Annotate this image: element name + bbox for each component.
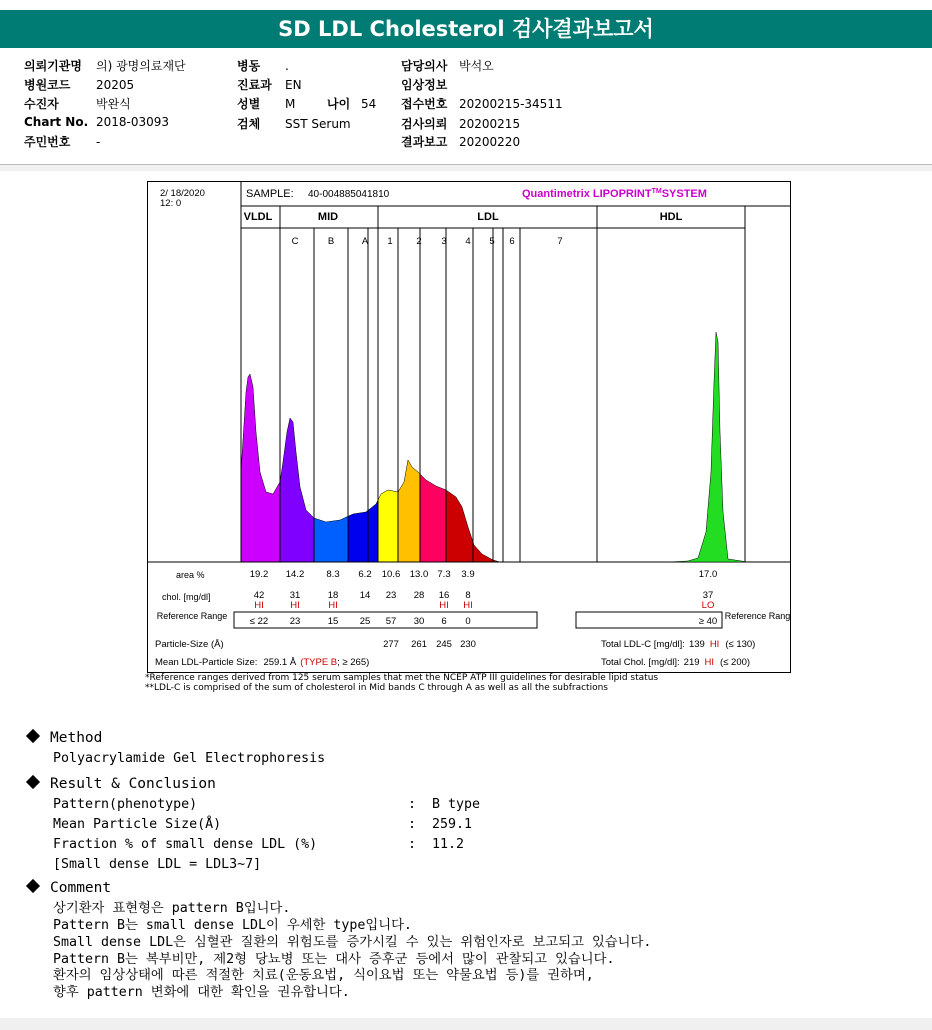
lipoprint-graph	[148, 182, 790, 672]
chol-value: 16	[438, 590, 450, 601]
info-row	[237, 95, 376, 112]
comment-line: 상기환자 표현형은 pattern B입니다.	[53, 901, 291, 916]
info-label: 접수번호	[401, 97, 448, 111]
info-value: M	[285, 97, 296, 111]
mean-ldl-label: Mean LDL-Particle Size: 259.1 Å (TYPE B; ≥ 265)	[155, 657, 370, 668]
ref-label: Reference Range	[156, 611, 228, 621]
info-label: 임상정보	[401, 78, 448, 92]
ref-value: 57	[385, 616, 397, 627]
ref-value: ≤ 22	[249, 616, 269, 627]
band-label: 4	[465, 236, 471, 247]
band-label: 6	[509, 236, 515, 247]
band-label: A	[361, 236, 369, 247]
diamond-bullet-icon	[26, 729, 40, 743]
comment-heading: Comment	[28, 878, 111, 898]
particle-size-value: 261	[411, 639, 427, 650]
info-row	[237, 57, 289, 74]
info-value: 20200215-34511	[459, 97, 563, 111]
info-row	[24, 95, 131, 112]
band-fill	[241, 282, 280, 562]
area-value: 10.6	[381, 569, 401, 580]
hdl-peak	[668, 332, 748, 562]
info-label: 검사의뢰	[401, 117, 448, 131]
info-label: 의뢰기관명	[24, 59, 82, 73]
info-label: 주민번호	[24, 135, 71, 149]
band-fill	[420, 282, 446, 562]
band-fill	[446, 282, 528, 562]
diamond-bullet-icon	[26, 775, 40, 789]
band-label: 2	[416, 236, 422, 247]
result-note: [Small dense LDL = LDL3~7]	[53, 857, 262, 872]
info-label: 결과보고	[401, 135, 448, 149]
info-row	[24, 133, 100, 150]
patient-info	[0, 52, 932, 165]
info-value: -	[96, 135, 101, 149]
band-fill	[280, 282, 314, 562]
hdl-ref-value: ≥ 40	[698, 616, 718, 627]
divider	[0, 165, 932, 171]
group-vldl: VLDL	[243, 211, 273, 223]
diamond-bullet-icon	[26, 879, 40, 893]
result-row: Mean Particle Size(Å) : 259.1	[53, 817, 473, 832]
chol-value: 28	[413, 590, 425, 601]
test-time: 12: 0	[160, 198, 182, 209]
info-label: 병동	[237, 59, 261, 73]
info-value: 박석오	[459, 59, 494, 73]
sample-id: 40-004885041810	[308, 189, 390, 200]
comment-line: Pattern B는 small dense LDL이 우세한 type입니다.	[53, 918, 412, 933]
group-ldl: LDL	[477, 211, 499, 223]
comment-line: 환자의 임상상태에 따른 적절한 치료(운동요법, 식이요법 또는 약물요법 등)를 권하며,	[53, 968, 594, 983]
band-label: 5	[489, 236, 495, 247]
info-row	[401, 133, 520, 150]
hdl-flag-value: LO	[701, 600, 715, 611]
particle-size-value: 245	[436, 639, 452, 650]
footnotes	[145, 673, 658, 693]
report-title: SD LDL Cholesterol 검사결과보고서	[0, 10, 932, 48]
band-fill	[348, 282, 378, 562]
band-label: C	[291, 236, 299, 247]
result-row: Fraction % of small dense LDL (%) : 11.2	[53, 837, 465, 852]
band-label: 7	[557, 236, 563, 247]
comment-line: Pattern B는 복부비만, 제2형 당뇨병 또는 대사 증후군 등에서 많이 관찰되고 있습니다.	[53, 952, 615, 967]
test-date: 2/ 18/2020	[160, 188, 205, 199]
info-row	[24, 115, 169, 129]
info-value: SST Serum	[285, 117, 351, 131]
page-footer	[0, 1018, 932, 1030]
area-label: area %	[176, 570, 205, 580]
info-value: .	[285, 59, 289, 73]
ref-value: 0	[465, 616, 471, 627]
info-value: 2018-03093	[96, 115, 170, 129]
result-row: Pattern(phenotype) : B type	[53, 797, 481, 812]
info-label: Chart No.	[24, 115, 89, 129]
info-row	[401, 115, 520, 132]
info-label: 담당의사	[401, 59, 448, 73]
info-row	[237, 76, 302, 93]
area-value: 6.2	[358, 569, 372, 580]
info-label: 나이	[327, 97, 351, 111]
info-value: EN	[285, 78, 302, 92]
chol-label: chol. [mg/dl]	[162, 592, 211, 602]
group-mid: MID	[317, 211, 339, 223]
flag-value: HI	[463, 600, 473, 611]
particle-size-label: Particle-Size (Å)	[155, 639, 224, 650]
ref-label-right: Reference Range	[724, 611, 790, 621]
footnote-2: **LDL-C is comprised of the sum of cholesterol in Mid bands C through A as well as all the subfractions	[145, 683, 608, 693]
method-heading: Method	[28, 728, 102, 748]
chol-value: 8	[465, 590, 471, 601]
info-row	[24, 57, 186, 74]
ref-value: 25	[359, 616, 371, 627]
info-row	[24, 76, 134, 93]
info-row	[401, 95, 563, 112]
ref-value: 6	[441, 616, 447, 627]
method-text: Polyacrylamide Gel Electrophoresis	[53, 751, 326, 766]
footnote-1: *Reference ranges derived from 125 serum samples that met the NCEP ATP III guidelines for desirable lipid status	[145, 673, 659, 683]
particle-size-value: 230	[460, 639, 476, 650]
chol-value: 31	[289, 590, 301, 601]
area-value: 8.3	[326, 569, 340, 580]
hdl-area-value: 17.0	[698, 569, 718, 580]
group-hdl: HDL	[659, 211, 683, 223]
band-fill	[398, 282, 420, 562]
area-value: 13.0	[409, 569, 429, 580]
result-heading: Result & Conclusion	[28, 774, 216, 794]
lipoprint-result	[147, 181, 791, 673]
info-row	[401, 57, 494, 74]
band-label: 3	[441, 236, 447, 247]
sample-label: SAMPLE:	[246, 188, 294, 200]
area-value: 3.9	[461, 569, 475, 580]
chol-value: 14	[359, 590, 371, 601]
area-value: 19.2	[249, 569, 269, 580]
info-value: 박완식	[96, 97, 131, 111]
info-label: 성별	[237, 97, 261, 111]
info-label: 병원코드	[24, 78, 71, 92]
area-value: 14.2	[285, 569, 305, 580]
total-chol: Total Chol. [mg/dl]: 219 HI (≤ 200)	[601, 657, 751, 668]
band-fill	[314, 282, 348, 562]
info-label: 검체	[237, 117, 261, 131]
band-label: 1	[387, 236, 393, 247]
flag-value: HI	[290, 600, 300, 611]
info-row	[401, 76, 459, 93]
flag-value: HI	[439, 600, 449, 611]
ref-value: 30	[413, 616, 425, 627]
flag-value: HI	[254, 600, 264, 611]
band-label: B	[327, 236, 335, 247]
comment-line: Small dense LDL은 심혈관 질환의 위험도를 증가시킬 수 있는 위험인자로 보고되고 있습니다.	[53, 935, 652, 950]
total-ldl: Total LDL-C [mg/dl]: 139 HI (≤ 130)	[601, 639, 756, 650]
brand-logo: Quantimetrix LIPOPRINT™SYSTEM	[522, 188, 707, 200]
hdl-chol-value: 37	[702, 590, 714, 601]
info-value: 20205	[96, 78, 135, 92]
ref-value: 15	[327, 616, 339, 627]
info-row	[237, 115, 351, 132]
info-value: 의) 광명의료재단	[96, 59, 186, 73]
area-value: 7.3	[437, 569, 451, 580]
info-value: 54	[361, 97, 377, 111]
info-value: 20200220	[459, 135, 521, 149]
band-fill	[378, 282, 398, 562]
info-label: 진료과	[237, 78, 272, 92]
info-value: 20200215	[459, 117, 521, 131]
comment-line: 향후 pattern 변화에 대한 확인을 권유합니다.	[53, 985, 350, 1000]
chol-value: 18	[327, 590, 339, 601]
info-label: 수진자	[24, 97, 59, 111]
flag-value: HI	[328, 600, 338, 611]
particle-size-value: 277	[383, 639, 399, 650]
chol-value: 23	[385, 590, 397, 601]
chol-value: 42	[253, 590, 265, 601]
ref-value: 23	[289, 616, 301, 627]
